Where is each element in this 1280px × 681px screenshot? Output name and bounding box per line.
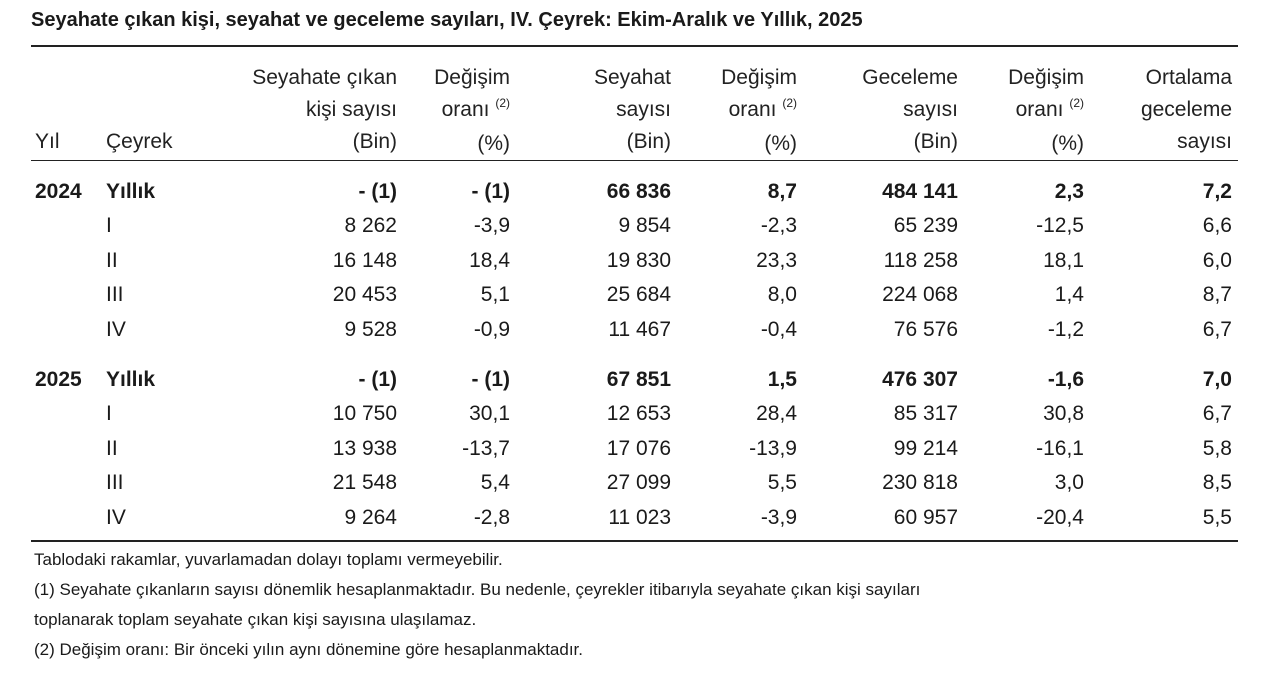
table-cell-period: IV	[106, 506, 126, 529]
table-cell-period: II	[106, 249, 118, 272]
header-trips	[594, 62, 671, 158]
header-text: oranı	[441, 98, 490, 121]
table-cell-c6: 18,1	[1043, 249, 1084, 272]
table-cell-c5: 99 214	[893, 437, 958, 460]
table-cell-c3: 19 830	[606, 249, 671, 272]
table-cell-c1: 20 453	[332, 283, 397, 306]
table-cell-c2: -2,8	[473, 506, 510, 529]
table-cell-c3: 27 099	[606, 471, 671, 494]
header-text: oranı	[1015, 98, 1064, 121]
table-cell-c6: -20,4	[1036, 506, 1084, 529]
header-unit: (%)	[477, 132, 510, 155]
table-cell-c1: 9 528	[344, 318, 397, 341]
header-text: Değişim	[721, 66, 797, 89]
table-cell-period: IV	[106, 318, 126, 341]
table-cell-c1: 21 548	[332, 471, 397, 494]
table-cell-c6: 30,8	[1043, 402, 1084, 425]
header-year-label: Yıl	[35, 130, 60, 153]
table-cell-c3: 66 836	[606, 180, 671, 203]
header-text: sayısı	[903, 98, 958, 121]
table-cell-c5: 484 141	[882, 180, 958, 203]
table-title: Seyahate çıkan kişi, seyahat ve geceleme sayıları, IV. Çeyrek: Ekim-Aralık ve Yıllık, 2025	[31, 9, 863, 31]
table-cell-period: III	[106, 471, 124, 494]
table-cell-c6: 2,3	[1054, 180, 1084, 203]
table-cell-c5: 76 576	[893, 318, 958, 341]
table-cell-c5: 65 239	[893, 214, 958, 237]
table-cell-c3: 11 023	[608, 506, 671, 529]
table-cell-c6: 1,4	[1054, 283, 1084, 306]
table-cell-c6: -16,1	[1036, 437, 1084, 460]
table-cell-c7: 6,0	[1202, 249, 1232, 272]
table-cell-c1: - (1)	[358, 180, 397, 203]
footnote-marker: (2)	[1069, 96, 1084, 110]
header-text: Değişim	[1008, 66, 1084, 89]
header-unit: (%)	[764, 132, 797, 155]
table-cell-c5: 60 957	[893, 506, 958, 529]
table-cell-c2: 30,1	[469, 402, 510, 425]
top-rule	[31, 45, 1238, 47]
table-cell-c6: -12,5	[1036, 214, 1084, 237]
table-cell-c4: -3,9	[760, 506, 797, 529]
table-cell-period: Yıllık	[106, 368, 156, 391]
table-cell-c4: 5,5	[767, 471, 797, 494]
table-cell-c4: -0,4	[760, 318, 797, 341]
table-cell-c6: -1,2	[1047, 318, 1084, 341]
table-cell-c7: 6,7	[1202, 402, 1232, 425]
table-cell-c2: - (1)	[471, 180, 510, 203]
header-text: sayısı	[616, 98, 671, 121]
table-cell-c7: 5,8	[1202, 437, 1232, 460]
header-nights-change	[1008, 62, 1084, 160]
header-text: oranı	[728, 98, 777, 121]
table-cell-c3: 25 684	[606, 283, 671, 306]
header-text: sayısı	[1177, 130, 1232, 153]
header-nights	[862, 62, 958, 158]
table-cell-c2: -0,9	[473, 318, 510, 341]
table-cell-c3: 67 851	[606, 368, 671, 391]
table-cell-c1: 10 750	[332, 402, 397, 425]
table-cell-period: II	[106, 437, 118, 460]
header-text: Ortalama	[1145, 66, 1232, 89]
table-cell-c4: 8,7	[767, 180, 797, 203]
table-cell-c7: 8,5	[1202, 471, 1232, 494]
header-quarter	[106, 126, 173, 158]
table-cell-c1: 8 262	[344, 214, 397, 237]
table-cell-c4: 8,0	[767, 283, 797, 306]
header-travelers	[252, 62, 397, 158]
footnote-marker: (2)	[782, 96, 797, 110]
table-cell-c1: 16 148	[332, 249, 397, 272]
table-cell-c2: 18,4	[469, 249, 510, 272]
footnote: toplanarak toplam seyahate çıkan kişi sayısına ulaşılamaz.	[34, 610, 477, 629]
footnotes	[34, 545, 920, 665]
table-cell-c5: 85 317	[893, 402, 958, 425]
header-text: Seyahate çıkan	[252, 66, 397, 89]
table-cell-c4: 28,4	[756, 402, 797, 425]
table-cell-c3: 9 854	[618, 214, 671, 237]
table-cell-c7: 8,7	[1202, 283, 1232, 306]
header-unit: (Bin)	[352, 130, 397, 153]
table-cell-c7: 7,2	[1202, 180, 1232, 203]
table-cell-c4: 23,3	[756, 249, 797, 272]
header-text: geceleme	[1140, 98, 1232, 121]
table-cell-c7: 5,5	[1202, 506, 1232, 529]
table-cell-c2: 5,4	[480, 471, 510, 494]
table-cell-c1: - (1)	[358, 368, 397, 391]
header-year	[35, 126, 60, 158]
header-rule	[31, 160, 1238, 161]
footnote-marker: (2)	[495, 96, 510, 110]
bottom-rule	[31, 540, 1238, 542]
table-cell-c4: 1,5	[767, 368, 797, 391]
table-cell-c5: 476 307	[882, 368, 958, 391]
table-cell-period: I	[106, 402, 112, 425]
header-unit: (Bin)	[913, 130, 958, 153]
table-cell-c7: 6,6	[1202, 214, 1232, 237]
header-text: kişi sayısı	[305, 98, 397, 121]
table-cell-c5: 230 818	[882, 471, 958, 494]
footnote: Tablodaki rakamlar, yuvarlamadan dolayı toplamı vermeyebilir.	[34, 550, 503, 569]
table-cell-period: III	[106, 283, 124, 306]
header-quarter-label: Çeyrek	[106, 130, 173, 153]
header-trips-change	[721, 62, 797, 160]
table-cell-c1: 13 938	[332, 437, 397, 460]
table-cell-c3: 17 076	[606, 437, 671, 460]
header-text: Geceleme	[862, 66, 958, 89]
table-cell-c7: 7,0	[1202, 368, 1232, 391]
table-cell-year: 2024	[35, 180, 82, 203]
table-cell-c5: 118 258	[883, 249, 958, 272]
header-unit: (%)	[1051, 132, 1084, 155]
table-cell-c2: 5,1	[480, 283, 510, 306]
table-cell-c5: 224 068	[882, 283, 958, 306]
table-cell-c2: - (1)	[471, 368, 510, 391]
header-travelers-change	[434, 62, 510, 160]
table-cell-c2: -3,9	[473, 214, 510, 237]
table-cell-c2: -13,7	[462, 437, 510, 460]
table-cell-c3: 12 653	[606, 402, 671, 425]
header-text: Değişim	[434, 66, 510, 89]
table-cell-year: 2025	[35, 368, 82, 391]
table-cell-c4: -13,9	[749, 437, 797, 460]
table-cell-c6: 3,0	[1054, 471, 1084, 494]
table-cell-period: I	[106, 214, 112, 237]
table-cell-c1: 9 264	[344, 506, 397, 529]
table-cell-period: Yıllık	[106, 180, 156, 203]
header-unit: (Bin)	[626, 130, 671, 153]
table-cell-c7: 6,7	[1202, 318, 1232, 341]
footnote: (1) Seyahate çıkanların sayısı dönemlik hesaplanmaktadır. Bu nedenle, çeyrekler itibarıyla seyahate çıkan kişi sayıları	[34, 580, 921, 599]
header-text: Seyahat	[593, 66, 671, 89]
table-cell-c3: 11 467	[608, 318, 671, 341]
header-avg-nights	[1141, 62, 1232, 158]
table-cell-c4: -2,3	[760, 214, 797, 237]
footnote: (2) Değişim oranı: Bir önceki yılın aynı dönemine göre hesaplanmaktadır.	[34, 640, 583, 659]
table-cell-c6: -1,6	[1047, 368, 1084, 391]
